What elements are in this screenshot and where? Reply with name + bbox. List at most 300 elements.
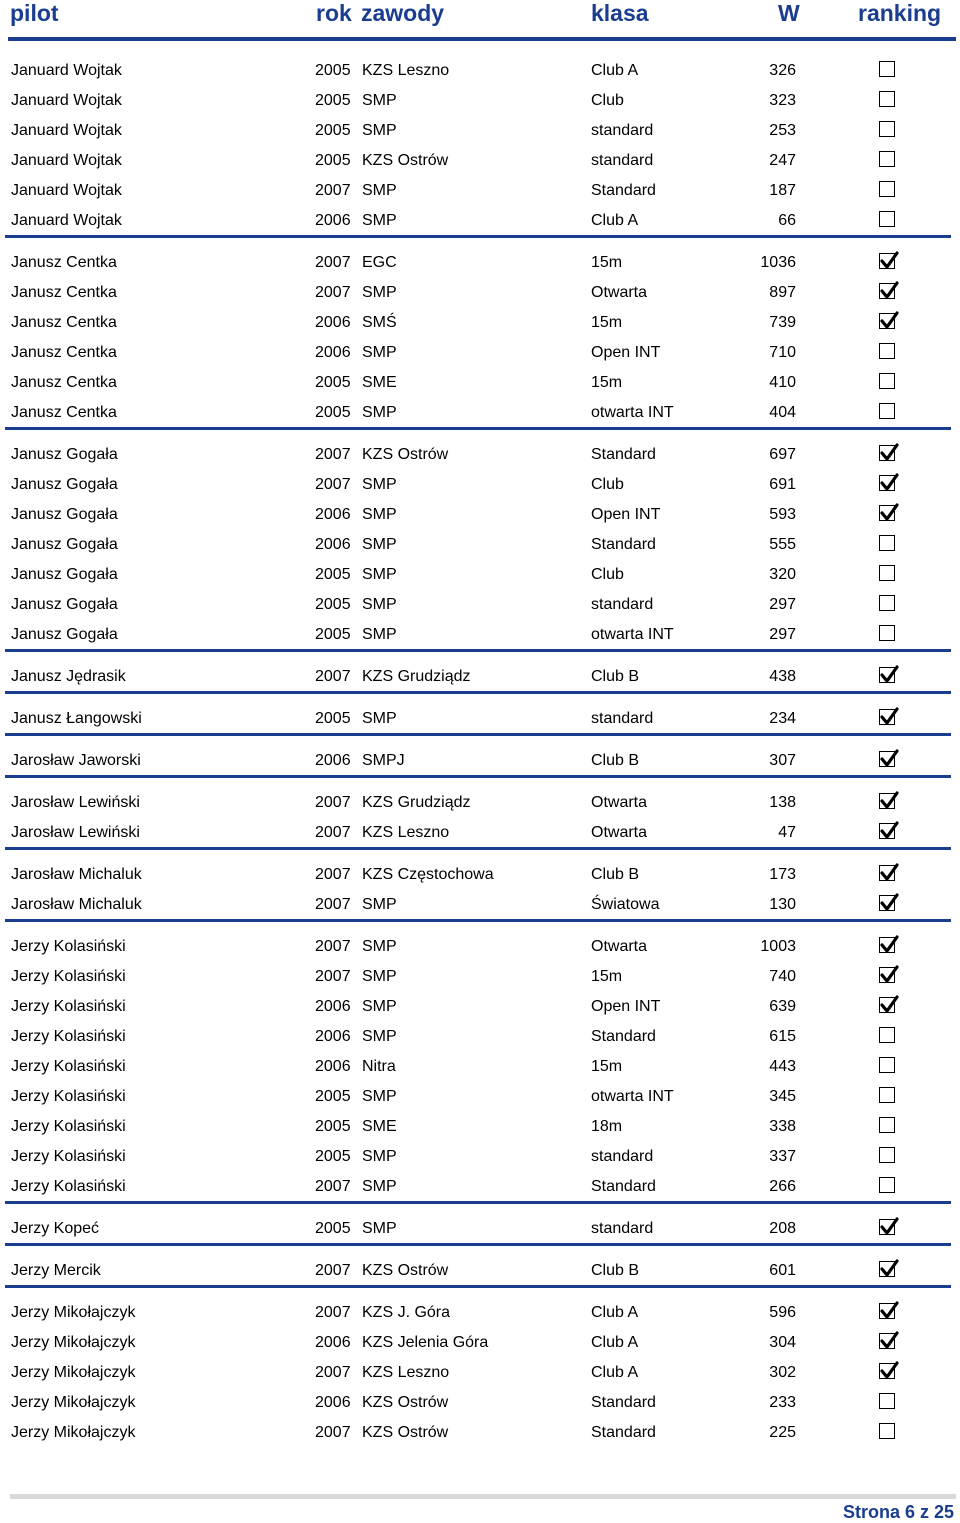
cell-pilot: Jerzy Kolasiński	[11, 968, 126, 985]
group-divider	[5, 919, 951, 922]
cell-rok: 2006	[315, 1028, 351, 1045]
checkbox-empty-icon[interactable]	[879, 403, 895, 419]
cell-rok: 2005	[315, 1220, 351, 1237]
cell-w: 710	[769, 344, 796, 361]
header-rok: rok	[316, 0, 352, 26]
checkbox-empty-icon[interactable]	[879, 343, 895, 359]
checkbox-empty-icon[interactable]	[879, 1087, 895, 1103]
cell-zawody: SMP	[362, 1178, 397, 1195]
checkbox-checked-icon[interactable]	[879, 505, 895, 521]
cell-zawody: SMP	[362, 968, 397, 985]
checkbox-empty-icon[interactable]	[879, 121, 895, 137]
cell-w: 337	[769, 1148, 796, 1165]
table-row	[0, 1303, 960, 1333]
cell-zawody: SMP	[362, 896, 397, 913]
cell-zawody: KZS Jelenia Góra	[362, 1334, 489, 1351]
cell-zawody: SME	[362, 1118, 397, 1135]
cell-klasa: Club	[591, 92, 624, 109]
header-klasa: klasa	[591, 0, 649, 26]
cell-rok: 2005	[315, 1118, 351, 1135]
group-divider	[5, 649, 951, 652]
cell-zawody: KZS Ostrów	[362, 1394, 449, 1411]
cell-w: 173	[769, 866, 796, 883]
cell-zawody: SMP	[362, 476, 397, 493]
cell-pilot: Januard Wojtak	[11, 92, 122, 109]
cell-klasa: otwarta INT	[591, 1088, 674, 1105]
group-divider	[5, 427, 951, 430]
cell-zawody: SMP	[362, 1148, 397, 1165]
table-row	[0, 253, 960, 283]
cell-rok: 2007	[315, 182, 351, 199]
cell-rok: 2007	[315, 896, 351, 913]
cell-w: 326	[769, 62, 796, 79]
cell-w: 302	[769, 1364, 796, 1381]
cell-rok: 2006	[315, 344, 351, 361]
cell-rok: 2007	[315, 968, 351, 985]
cell-pilot: Janusz Centka	[11, 404, 117, 421]
cell-zawody: SMP	[362, 1088, 397, 1105]
checkbox-checked-icon[interactable]	[879, 667, 895, 683]
checkbox-checked-icon[interactable]	[879, 709, 895, 725]
cell-pilot: Jerzy Kolasiński	[11, 938, 126, 955]
cell-pilot: Januard Wojtak	[11, 212, 122, 229]
cell-w: 555	[769, 536, 796, 553]
cell-w: 66	[778, 212, 796, 229]
table-row	[0, 1423, 960, 1453]
cell-w: 615	[769, 1028, 796, 1045]
cell-pilot: Jarosław Michaluk	[11, 866, 142, 883]
cell-zawody: SMŚ	[362, 314, 397, 331]
cell-klasa: otwarta INT	[591, 626, 674, 643]
header-pilot: pilot	[10, 0, 59, 26]
cell-w: 639	[769, 998, 796, 1015]
cell-rok: 2006	[315, 536, 351, 553]
cell-zawody: SMP	[362, 506, 397, 523]
cell-rok: 2007	[315, 938, 351, 955]
table-row	[0, 535, 960, 565]
checkbox-checked-icon[interactable]	[879, 1261, 895, 1277]
checkbox-empty-icon[interactable]	[879, 1027, 895, 1043]
cell-pilot: Jerzy Kolasiński	[11, 1028, 126, 1045]
cell-rok: 2007	[315, 824, 351, 841]
cell-zawody: SME	[362, 374, 397, 391]
cell-pilot: Janusz Łangowski	[11, 710, 142, 727]
cell-rok: 2005	[315, 710, 351, 727]
cell-pilot: Januard Wojtak	[11, 62, 122, 79]
cell-pilot: Januard Wojtak	[11, 182, 122, 199]
cell-rok: 2006	[315, 314, 351, 331]
checkbox-checked-icon[interactable]	[879, 313, 895, 329]
cell-klasa: Club	[591, 476, 624, 493]
cell-klasa: Standard	[591, 1424, 656, 1441]
cell-rok: 2006	[315, 1058, 351, 1075]
checkbox-empty-icon[interactable]	[879, 1117, 895, 1133]
footer-divider	[10, 1494, 956, 1499]
cell-rok: 2005	[315, 566, 351, 583]
cell-rok: 2007	[315, 1424, 351, 1441]
cell-klasa: 15m	[591, 374, 623, 391]
table-row	[0, 937, 960, 967]
cell-klasa: Standard	[591, 1028, 656, 1045]
cell-klasa: standard	[591, 596, 654, 613]
cell-pilot: Jarosław Jaworski	[11, 752, 141, 769]
table-row	[0, 1057, 960, 1087]
cell-klasa: Światowa	[591, 896, 660, 913]
cell-w: 897	[769, 284, 796, 301]
cell-w: 697	[769, 446, 796, 463]
table-row	[0, 1087, 960, 1117]
checkbox-empty-icon[interactable]	[879, 181, 895, 197]
cell-klasa: 15m	[591, 968, 623, 985]
cell-klasa: Standard	[591, 1394, 656, 1411]
cell-klasa: 15m	[591, 254, 623, 271]
cell-pilot: Jerzy Mikołajczyk	[11, 1304, 136, 1321]
cell-klasa: Club	[591, 566, 624, 583]
cell-rok: 2007	[315, 446, 351, 463]
cell-zawody: SMP	[362, 998, 397, 1015]
cell-zawody: KZS J. Góra	[362, 1304, 451, 1321]
group-divider	[5, 1201, 951, 1204]
cell-pilot: Januard Wojtak	[11, 122, 122, 139]
table-row	[0, 61, 960, 91]
checkbox-empty-icon[interactable]	[879, 565, 895, 581]
cell-klasa: 15m	[591, 1058, 623, 1075]
cell-w: 438	[769, 668, 796, 685]
cell-w: 443	[769, 1058, 796, 1075]
cell-rok: 2005	[315, 404, 351, 421]
table-row	[0, 373, 960, 403]
cell-rok: 2005	[315, 122, 351, 139]
cell-zawody: SMP	[362, 596, 397, 613]
cell-zawody: KZS Leszno	[362, 62, 450, 79]
cell-zawody: Nitra	[362, 1058, 396, 1075]
cell-rok: 2006	[315, 998, 351, 1015]
cell-rok: 2007	[315, 476, 351, 493]
cell-pilot: Janusz Centka	[11, 344, 117, 361]
cell-w: 247	[769, 152, 796, 169]
cell-zawody: KZS Grudziądz	[362, 668, 471, 685]
checkbox-empty-icon[interactable]	[879, 373, 895, 389]
cell-rok: 2007	[315, 1262, 351, 1279]
cell-zawody: SMP	[362, 710, 397, 727]
cell-pilot: Janusz Gogała	[11, 566, 118, 583]
cell-zawody: SMP	[362, 344, 397, 361]
cell-pilot: Jerzy Mikołajczyk	[11, 1364, 136, 1381]
cell-pilot: Janusz Gogała	[11, 506, 118, 523]
checkbox-empty-icon[interactable]	[879, 151, 895, 167]
page-number: Strona 6 z 25	[842, 1502, 954, 1522]
cell-pilot: Jerzy Mercik	[11, 1262, 101, 1279]
cell-w: 1003	[760, 938, 796, 955]
cell-zawody: KZS Ostrów	[362, 1262, 449, 1279]
cell-klasa: standard	[591, 710, 654, 727]
cell-pilot: Janusz Gogała	[11, 476, 118, 493]
cell-klasa: 18m	[591, 1118, 623, 1135]
checkbox-checked-icon[interactable]	[879, 283, 895, 299]
cell-klasa: Open INT	[591, 344, 661, 361]
cell-klasa: Club B	[591, 866, 640, 883]
cell-rok: 2007	[315, 254, 351, 271]
group-divider	[5, 847, 951, 850]
cell-w: 1036	[760, 254, 796, 271]
table-row	[0, 151, 960, 181]
checkbox-empty-icon[interactable]	[879, 1177, 895, 1193]
cell-klasa: Club B	[591, 1262, 640, 1279]
cell-zawody: SMP	[362, 122, 397, 139]
checkbox-checked-icon[interactable]	[879, 1333, 895, 1349]
cell-pilot: Janusz Gogała	[11, 536, 118, 553]
group-divider	[5, 691, 951, 694]
cell-klasa: 15m	[591, 314, 623, 331]
cell-w: 323	[769, 92, 796, 109]
table-row	[0, 1363, 960, 1393]
cell-klasa: standard	[591, 122, 654, 139]
cell-w: 253	[769, 122, 796, 139]
cell-klasa: Club A	[591, 1364, 639, 1381]
table-row	[0, 967, 960, 997]
cell-pilot: Jerzy Kolasiński	[11, 1118, 126, 1135]
cell-w: 225	[769, 1424, 796, 1441]
group-divider	[5, 775, 951, 778]
cell-w: 138	[769, 794, 796, 811]
checkbox-checked-icon[interactable]	[879, 895, 895, 911]
table-row	[0, 865, 960, 895]
table-row	[0, 595, 960, 625]
cell-rok: 2005	[315, 596, 351, 613]
cell-rok: 2005	[315, 374, 351, 391]
cell-zawody: KZS Leszno	[362, 1364, 450, 1381]
cell-rok: 2005	[315, 1148, 351, 1165]
group-divider	[5, 235, 951, 238]
cell-klasa: Club A	[591, 1304, 639, 1321]
cell-klasa: Otwarta	[591, 794, 648, 811]
group-divider	[5, 733, 951, 736]
cell-klasa: Club A	[591, 212, 639, 229]
cell-rok: 2007	[315, 866, 351, 883]
cell-zawody: SMP	[362, 182, 397, 199]
cell-zawody: KZS Częstochowa	[362, 866, 494, 883]
cell-w: 601	[769, 1262, 796, 1279]
cell-klasa: standard	[591, 152, 654, 169]
table-row	[0, 181, 960, 211]
header-zawody: zawody	[361, 0, 445, 26]
checkbox-empty-icon[interactable]	[879, 211, 895, 227]
checkbox-empty-icon[interactable]	[879, 535, 895, 551]
checkbox-checked-icon[interactable]	[879, 475, 895, 491]
cell-rok: 2006	[315, 1334, 351, 1351]
cell-pilot: Janusz Centka	[11, 254, 117, 271]
checkbox-empty-icon[interactable]	[879, 625, 895, 641]
cell-pilot: Jerzy Kopeć	[11, 1220, 100, 1237]
cell-rok: 2007	[315, 794, 351, 811]
cell-zawody: EGC	[362, 254, 397, 271]
table-row	[0, 1393, 960, 1423]
cell-klasa: standard	[591, 1148, 654, 1165]
cell-pilot: Jarosław Michaluk	[11, 896, 142, 913]
cell-klasa: Otwarta	[591, 284, 648, 301]
cell-pilot: Janusz Gogała	[11, 626, 118, 643]
cell-w: 307	[769, 752, 796, 769]
checkbox-checked-icon[interactable]	[879, 865, 895, 881]
cell-klasa: Club A	[591, 1334, 639, 1351]
cell-klasa: Club A	[591, 62, 639, 79]
cell-zawody: SMP	[362, 938, 397, 955]
cell-pilot: Janusz Gogała	[11, 596, 118, 613]
table-row	[0, 565, 960, 595]
table-row	[0, 1147, 960, 1177]
cell-pilot: Januard Wojtak	[11, 152, 122, 169]
cell-zawody: SMP	[362, 92, 397, 109]
header-w: W	[778, 0, 800, 26]
table-row	[0, 1117, 960, 1147]
cell-w: 233	[769, 1394, 796, 1411]
cell-w: 410	[769, 374, 796, 391]
table-row	[0, 793, 960, 823]
cell-zawody: KZS Ostrów	[362, 446, 449, 463]
checkbox-empty-icon[interactable]	[879, 1393, 895, 1409]
cell-zawody: KZS Ostrów	[362, 152, 449, 169]
cell-w: 338	[769, 1118, 796, 1135]
cell-rok: 2006	[315, 506, 351, 523]
cell-w: 47	[778, 824, 796, 841]
cell-w: 691	[769, 476, 796, 493]
cell-rok: 2007	[315, 1178, 351, 1195]
cell-klasa: Standard	[591, 536, 656, 553]
checkbox-checked-icon[interactable]	[879, 967, 895, 983]
cell-rok: 2005	[315, 152, 351, 169]
cell-w: 593	[769, 506, 796, 523]
cell-rok: 2006	[315, 212, 351, 229]
table-row	[0, 505, 960, 535]
cell-rok: 2007	[315, 668, 351, 685]
cell-pilot: Janusz Centka	[11, 284, 117, 301]
cell-pilot: Jerzy Mikołajczyk	[11, 1334, 136, 1351]
table-row	[0, 313, 960, 343]
cell-w: 266	[769, 1178, 796, 1195]
group-divider	[5, 1285, 951, 1288]
cell-w: 740	[769, 968, 796, 985]
cell-pilot: Jerzy Mikołajczyk	[11, 1394, 136, 1411]
cell-w: 297	[769, 626, 796, 643]
cell-rok: 2006	[315, 752, 351, 769]
cell-zawody: KZS Grudziądz	[362, 794, 471, 811]
cell-w: 345	[769, 1088, 796, 1105]
cell-rok: 2007	[315, 1364, 351, 1381]
cell-pilot: Janusz Centka	[11, 374, 117, 391]
cell-w: 297	[769, 596, 796, 613]
cell-rok: 2007	[315, 284, 351, 301]
checkbox-checked-icon[interactable]	[879, 751, 895, 767]
cell-zawody: SMP	[362, 212, 397, 229]
cell-klasa: Otwarta	[591, 938, 648, 955]
checkbox-empty-icon[interactable]	[879, 91, 895, 107]
cell-klasa: Otwarta	[591, 824, 648, 841]
cell-zawody: SMP	[362, 284, 397, 301]
table-row	[0, 475, 960, 505]
table-row	[0, 283, 960, 313]
checkbox-checked-icon[interactable]	[879, 823, 895, 839]
cell-w: 304	[769, 1334, 796, 1351]
cell-w: 320	[769, 566, 796, 583]
cell-pilot: Jerzy Kolasiński	[11, 1058, 126, 1075]
cell-klasa: Standard	[591, 446, 656, 463]
cell-zawody: KZS Ostrów	[362, 1424, 449, 1441]
cell-klasa: Open INT	[591, 506, 661, 523]
cell-w: 739	[769, 314, 796, 331]
cell-klasa: otwarta INT	[591, 404, 674, 421]
cell-pilot: Jerzy Mikołajczyk	[11, 1424, 136, 1441]
table-row	[0, 1333, 960, 1363]
cell-klasa: Standard	[591, 182, 656, 199]
cell-zawody: SMP	[362, 566, 397, 583]
cell-pilot: Jerzy Kolasiński	[11, 998, 126, 1015]
checkbox-empty-icon[interactable]	[879, 1423, 895, 1439]
cell-rok: 2005	[315, 1088, 351, 1105]
cell-w: 596	[769, 1304, 796, 1321]
table-row	[0, 445, 960, 475]
cell-pilot: Janusz Centka	[11, 314, 117, 331]
cell-rok: 2006	[315, 1394, 351, 1411]
cell-zawody: KZS Leszno	[362, 824, 450, 841]
checkbox-empty-icon[interactable]	[879, 595, 895, 611]
cell-rok: 2005	[315, 626, 351, 643]
cell-zawody: SMP	[362, 1220, 397, 1237]
cell-klasa: Open INT	[591, 998, 661, 1015]
table-row	[0, 1027, 960, 1057]
cell-zawody: SMP	[362, 626, 397, 643]
cell-pilot: Janusz Gogała	[11, 446, 118, 463]
checkbox-checked-icon[interactable]	[879, 1363, 895, 1379]
cell-zawody: SMPJ	[362, 752, 405, 769]
table-row	[0, 121, 960, 151]
checkbox-checked-icon[interactable]	[879, 937, 895, 953]
cell-zawody: SMP	[362, 1028, 397, 1045]
checkbox-checked-icon[interactable]	[879, 1219, 895, 1235]
checkbox-checked-icon[interactable]	[879, 793, 895, 809]
cell-klasa: standard	[591, 1220, 654, 1237]
cell-pilot: Jarosław Lewiński	[11, 824, 140, 841]
cell-w: 187	[769, 182, 796, 199]
cell-zawody: SMP	[362, 536, 397, 553]
cell-zawody: SMP	[362, 404, 397, 421]
checkbox-empty-icon[interactable]	[879, 1147, 895, 1163]
table-row	[0, 91, 960, 121]
cell-rok: 2005	[315, 92, 351, 109]
checkbox-checked-icon[interactable]	[879, 1303, 895, 1319]
checkbox-checked-icon[interactable]	[879, 253, 895, 269]
group-divider	[5, 1243, 951, 1246]
checkbox-empty-icon[interactable]	[879, 61, 895, 77]
cell-klasa: Club B	[591, 752, 640, 769]
cell-pilot: Janusz Jędrasik	[11, 668, 126, 685]
cell-w: 208	[769, 1220, 796, 1237]
checkbox-empty-icon[interactable]	[879, 1057, 895, 1073]
cell-w: 234	[769, 710, 796, 727]
cell-rok: 2005	[315, 62, 351, 79]
checkbox-checked-icon[interactable]	[879, 997, 895, 1013]
cell-w: 130	[769, 896, 796, 913]
cell-rok: 2007	[315, 1304, 351, 1321]
cell-pilot: Jarosław Lewiński	[11, 794, 140, 811]
cell-klasa: Club B	[591, 668, 640, 685]
checkbox-checked-icon[interactable]	[879, 445, 895, 461]
header-ranking: ranking	[858, 0, 942, 26]
cell-klasa: Standard	[591, 1178, 656, 1195]
cell-w: 404	[769, 404, 796, 421]
table-row	[0, 997, 960, 1027]
cell-pilot: Jerzy Kolasiński	[11, 1148, 126, 1165]
cell-pilot: Jerzy Kolasiński	[11, 1088, 126, 1105]
